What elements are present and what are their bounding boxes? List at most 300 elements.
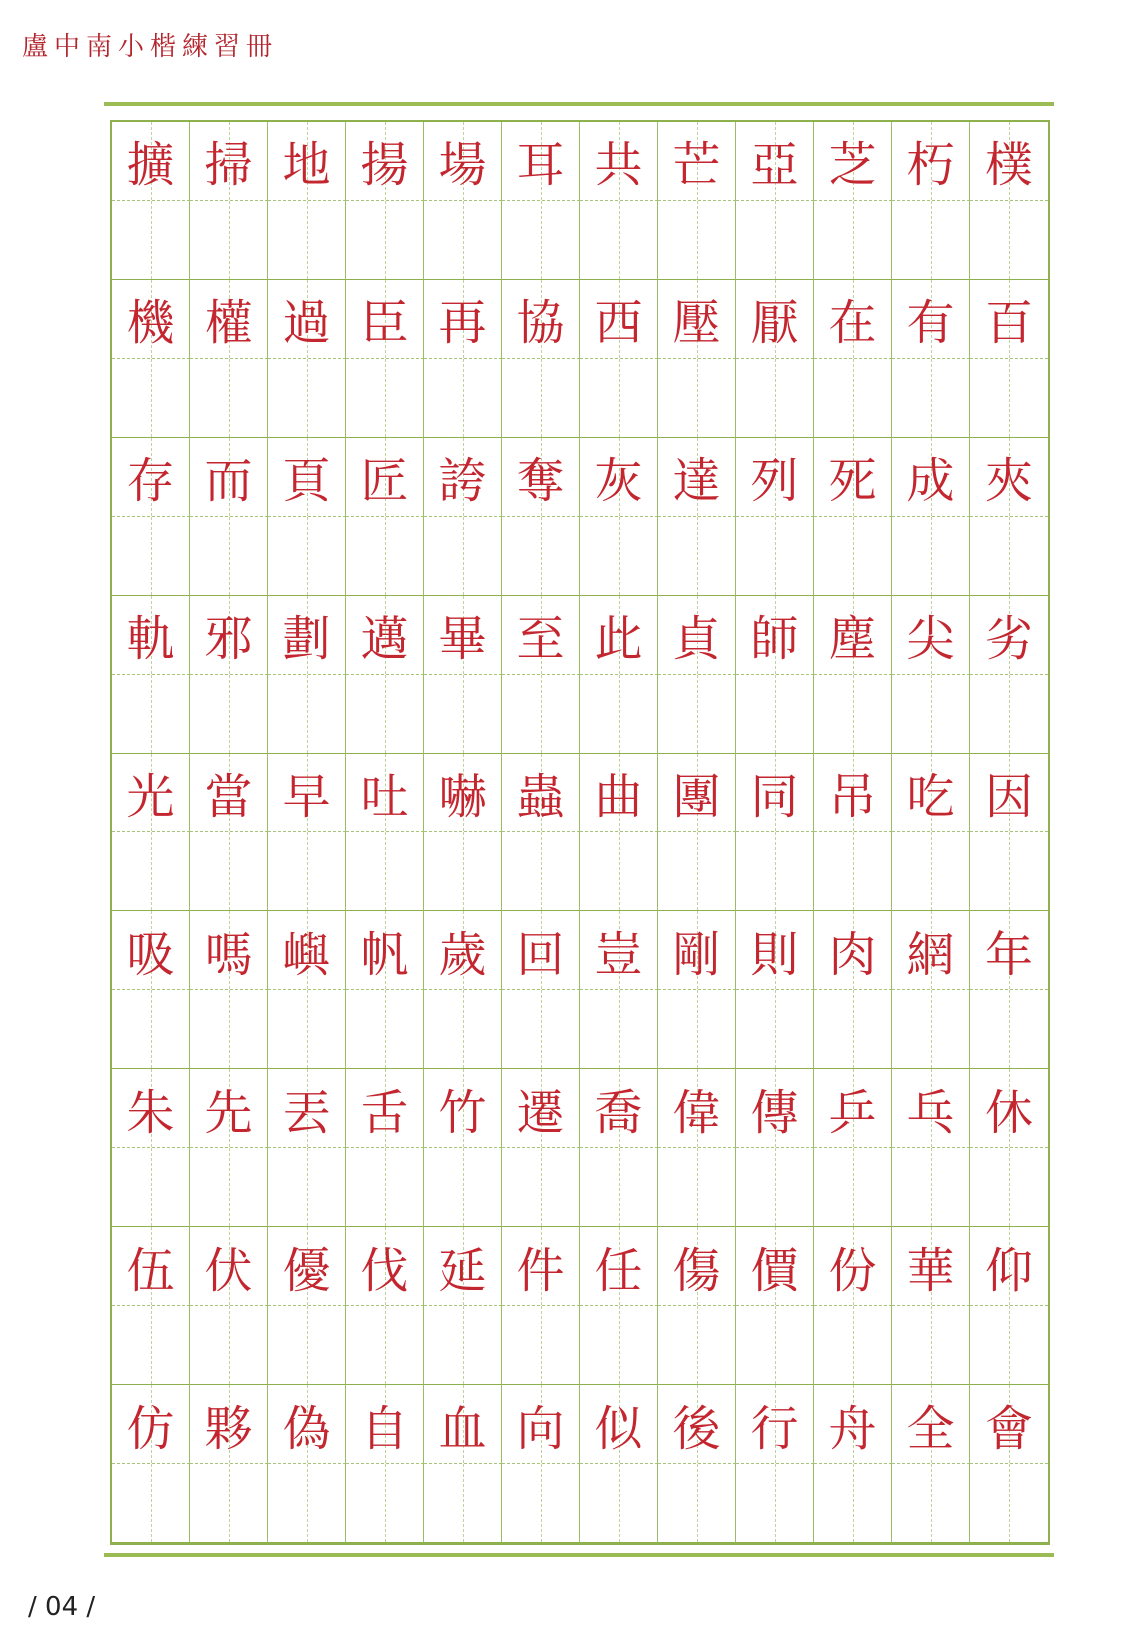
practice-character: 蟲: [516, 769, 565, 826]
character-cell: [580, 596, 658, 675]
blank-practice-cell: [580, 517, 658, 596]
character-cell: [580, 122, 658, 201]
blank-practice-cell: [268, 832, 346, 911]
character-cell: [424, 754, 502, 833]
character-cell: [736, 911, 814, 990]
page-number: / 04 /: [28, 1592, 96, 1622]
practice-character: 朽: [906, 137, 955, 194]
blank-practice-cell: [736, 832, 814, 911]
character-cell: [190, 596, 268, 675]
blank-practice-cell: [970, 517, 1048, 596]
practice-character: 傷: [672, 1242, 721, 1299]
blank-practice-cell: [268, 990, 346, 1069]
blank-practice-cell: [658, 1464, 736, 1543]
character-cell: [970, 280, 1048, 359]
blank-practice-cell: [112, 1464, 190, 1543]
character-cell: [190, 1069, 268, 1148]
blank-practice-cell: [424, 832, 502, 911]
character-cell: [892, 438, 970, 517]
character-cell: [658, 438, 736, 517]
blank-practice-cell: [658, 1148, 736, 1227]
character-cell: [580, 1069, 658, 1148]
blank-practice-cell: [736, 517, 814, 596]
character-cell: [658, 280, 736, 359]
practice-character: 團: [672, 769, 721, 826]
blank-practice-cell: [580, 1306, 658, 1385]
practice-character: 劃: [282, 611, 331, 668]
blank-practice-cell: [814, 832, 892, 911]
blank-practice-cell: [502, 517, 580, 596]
practice-character: 畢: [438, 611, 487, 668]
practice-character: 朱: [126, 1084, 175, 1141]
practice-character: 過: [282, 295, 331, 352]
practice-character: 吸: [126, 926, 175, 983]
character-cell: [112, 1069, 190, 1148]
practice-character: 死: [828, 453, 877, 510]
blank-practice-cell: [502, 1306, 580, 1385]
practice-character: 尖: [906, 611, 955, 668]
blank-practice-cell: [892, 675, 970, 754]
practice-character: 肉: [828, 926, 877, 983]
practice-character: 豈: [594, 926, 643, 983]
blank-practice-cell: [268, 1306, 346, 1385]
character-cell: [658, 596, 736, 675]
blank-practice-cell: [190, 1306, 268, 1385]
bottom-rule: [104, 1553, 1054, 1557]
practice-character: 壓: [672, 295, 721, 352]
blank-practice-cell: [892, 1306, 970, 1385]
practice-character: 成: [906, 453, 955, 510]
practice-character: 延: [438, 1242, 487, 1299]
practice-character: 而: [204, 453, 253, 510]
blank-practice-cell: [892, 990, 970, 1069]
character-cell: [424, 1385, 502, 1464]
practice-character: 竹: [438, 1084, 487, 1141]
character-cell: [502, 438, 580, 517]
blank-practice-cell: [112, 1148, 190, 1227]
blank-practice-cell: [658, 359, 736, 438]
practice-character: 塵: [828, 611, 877, 668]
character-cell: [346, 122, 424, 201]
character-cell: [580, 438, 658, 517]
character-cell: [970, 1069, 1048, 1148]
character-cell: [268, 1227, 346, 1306]
practice-character: 後: [672, 1400, 721, 1457]
practice-character: 傳: [750, 1084, 799, 1141]
blank-practice-cell: [892, 201, 970, 280]
blank-practice-cell: [112, 201, 190, 280]
blank-practice-cell: [736, 1306, 814, 1385]
practice-character: 邪: [204, 611, 253, 668]
practice-character: 掃: [204, 137, 253, 194]
blank-practice-cell: [658, 1306, 736, 1385]
practice-character: 匠: [360, 453, 409, 510]
practice-character: 擴: [126, 137, 175, 194]
practice-character: 列: [750, 453, 799, 510]
blank-practice-cell: [892, 1464, 970, 1543]
blank-practice-cell: [658, 832, 736, 911]
character-cell: [814, 1227, 892, 1306]
blank-practice-cell: [580, 1148, 658, 1227]
practice-character: 血: [438, 1400, 487, 1457]
character-cell: [658, 122, 736, 201]
practice-character: 偽: [282, 1400, 331, 1457]
practice-character: 遷: [516, 1084, 565, 1141]
blank-practice-cell: [580, 201, 658, 280]
practice-character: 行: [750, 1400, 799, 1457]
character-cell: [190, 438, 268, 517]
character-cell: [814, 1069, 892, 1148]
blank-practice-cell: [892, 832, 970, 911]
blank-practice-cell: [736, 1148, 814, 1227]
character-cell: [892, 754, 970, 833]
character-cell: [112, 596, 190, 675]
character-cell: [814, 911, 892, 990]
character-cell: [502, 1227, 580, 1306]
practice-character: 早: [282, 769, 331, 826]
character-cell: [112, 280, 190, 359]
blank-practice-cell: [814, 1148, 892, 1227]
character-cell: [970, 754, 1048, 833]
blank-practice-cell: [190, 1464, 268, 1543]
practice-character: 誇: [438, 453, 487, 510]
character-cell: [658, 1385, 736, 1464]
character-cell: [112, 1385, 190, 1464]
blank-practice-cell: [892, 1148, 970, 1227]
blank-practice-cell: [190, 359, 268, 438]
character-cell: [970, 596, 1048, 675]
blank-practice-cell: [970, 1464, 1048, 1543]
blank-practice-cell: [190, 1148, 268, 1227]
character-cell: [190, 1385, 268, 1464]
blank-practice-cell: [814, 359, 892, 438]
blank-practice-cell: [112, 990, 190, 1069]
character-cell: [424, 1069, 502, 1148]
character-cell: [112, 754, 190, 833]
character-cell: [736, 438, 814, 517]
practice-character: 任: [594, 1242, 643, 1299]
character-cell: [268, 1385, 346, 1464]
character-cell: [736, 122, 814, 201]
practice-character: 似: [594, 1400, 643, 1457]
character-cell: [112, 1227, 190, 1306]
character-cell: [346, 911, 424, 990]
blank-practice-cell: [424, 990, 502, 1069]
practice-character: 偉: [672, 1084, 721, 1141]
practice-character: 當: [204, 769, 253, 826]
practice-character: 優: [282, 1242, 331, 1299]
blank-practice-cell: [502, 201, 580, 280]
character-cell: [268, 911, 346, 990]
character-cell: [268, 1069, 346, 1148]
blank-practice-cell: [814, 1306, 892, 1385]
character-cell: [970, 1385, 1048, 1464]
character-cell: [736, 754, 814, 833]
character-cell: [970, 911, 1048, 990]
character-cell: [814, 1385, 892, 1464]
blank-practice-cell: [346, 1306, 424, 1385]
character-cell: [424, 122, 502, 201]
blank-practice-cell: [346, 359, 424, 438]
blank-practice-cell: [346, 675, 424, 754]
blank-practice-cell: [502, 1148, 580, 1227]
blank-practice-cell: [736, 201, 814, 280]
blank-practice-cell: [190, 990, 268, 1069]
character-cell: [268, 754, 346, 833]
practice-character: 因: [984, 769, 1033, 826]
practice-character: 樸: [984, 137, 1033, 194]
character-cell: [112, 122, 190, 201]
practice-character: 灰: [594, 453, 643, 510]
practice-character: 百: [984, 295, 1033, 352]
practice-character: 耳: [516, 137, 565, 194]
blank-practice-cell: [112, 1306, 190, 1385]
practice-character: 光: [126, 769, 175, 826]
practice-character: 嗎: [204, 926, 253, 983]
character-cell: [502, 280, 580, 359]
character-cell: [736, 596, 814, 675]
practice-character: 臣: [360, 295, 409, 352]
practice-character: 存: [126, 453, 175, 510]
practice-character: 師: [750, 611, 799, 668]
practice-character: 則: [750, 926, 799, 983]
practice-character: 件: [516, 1242, 565, 1299]
practice-character: 芒: [672, 137, 721, 194]
blank-practice-cell: [892, 359, 970, 438]
blank-practice-cell: [268, 1148, 346, 1227]
character-cell: [892, 122, 970, 201]
practice-character: 再: [438, 295, 487, 352]
blank-practice-cell: [112, 359, 190, 438]
character-cell: [346, 754, 424, 833]
practice-character: 年: [984, 926, 1033, 983]
character-cell: [268, 438, 346, 517]
character-cell: [346, 438, 424, 517]
practice-character: 仿: [126, 1400, 175, 1457]
character-cell: [970, 122, 1048, 201]
blank-practice-cell: [502, 990, 580, 1069]
character-cell: [190, 122, 268, 201]
character-cell: [424, 280, 502, 359]
blank-practice-cell: [736, 675, 814, 754]
practice-character: 華: [906, 1242, 955, 1299]
practice-character: 丟: [282, 1084, 331, 1141]
character-cell: [268, 596, 346, 675]
practice-character: 地: [282, 137, 331, 194]
practice-character: 舟: [828, 1400, 877, 1457]
practice-character: 會: [984, 1400, 1033, 1457]
practice-character: 芝: [828, 137, 877, 194]
practice-character: 邁: [360, 611, 409, 668]
practice-character: 回: [516, 926, 565, 983]
character-cell: [736, 1227, 814, 1306]
practice-character: 軌: [126, 611, 175, 668]
blank-practice-cell: [346, 832, 424, 911]
blank-practice-cell: [268, 517, 346, 596]
character-cell: [190, 754, 268, 833]
blank-practice-cell: [736, 1464, 814, 1543]
blank-practice-cell: [502, 832, 580, 911]
blank-practice-cell: [190, 675, 268, 754]
top-rule: [104, 102, 1054, 106]
practice-character: 乓: [906, 1084, 955, 1141]
blank-practice-cell: [658, 517, 736, 596]
blank-practice-cell: [970, 1148, 1048, 1227]
practice-character: 夥: [204, 1400, 253, 1457]
character-cell: [346, 596, 424, 675]
practice-character: 此: [594, 611, 643, 668]
blank-practice-cell: [658, 675, 736, 754]
practice-character: 伏: [204, 1242, 253, 1299]
blank-practice-cell: [112, 517, 190, 596]
character-cell: [190, 280, 268, 359]
character-cell: [190, 911, 268, 990]
practice-character: 貞: [672, 611, 721, 668]
character-cell: [190, 1227, 268, 1306]
practice-character: 達: [672, 453, 721, 510]
blank-practice-cell: [190, 517, 268, 596]
practice-character: 帆: [360, 926, 409, 983]
blank-practice-cell: [892, 517, 970, 596]
blank-practice-cell: [424, 201, 502, 280]
blank-practice-cell: [424, 1306, 502, 1385]
practice-character: 歲: [438, 926, 487, 983]
character-cell: [502, 1385, 580, 1464]
character-cell: [892, 596, 970, 675]
character-cell: [346, 1069, 424, 1148]
character-cell: [502, 596, 580, 675]
blank-practice-cell: [814, 517, 892, 596]
blank-practice-cell: [658, 201, 736, 280]
practice-character: 西: [594, 295, 643, 352]
practice-character: 同: [750, 769, 799, 826]
character-cell: [892, 1227, 970, 1306]
practice-character: 頁: [282, 453, 331, 510]
character-cell: [658, 1227, 736, 1306]
practice-character: 舌: [360, 1084, 409, 1141]
blank-practice-cell: [424, 675, 502, 754]
practice-character: 厭: [750, 295, 799, 352]
character-cell: [892, 280, 970, 359]
blank-practice-cell: [658, 990, 736, 1069]
character-cell: [814, 754, 892, 833]
character-cell: [580, 1385, 658, 1464]
blank-practice-cell: [112, 675, 190, 754]
practice-character: 曲: [594, 769, 643, 826]
blank-practice-cell: [190, 201, 268, 280]
character-cell: [112, 911, 190, 990]
character-cell: [424, 1227, 502, 1306]
practice-character: 嚇: [438, 769, 487, 826]
character-cell: [580, 911, 658, 990]
character-cell: [658, 1069, 736, 1148]
blank-practice-cell: [970, 201, 1048, 280]
practice-character: 伍: [126, 1242, 175, 1299]
blank-practice-cell: [814, 1464, 892, 1543]
page-header-title: 盧中南小楷練習冊: [22, 32, 279, 62]
blank-practice-cell: [580, 832, 658, 911]
practice-character: 吃: [906, 769, 955, 826]
blank-practice-cell: [346, 517, 424, 596]
blank-practice-cell: [970, 359, 1048, 438]
practice-character: 伐: [360, 1242, 409, 1299]
character-cell: [658, 754, 736, 833]
blank-practice-cell: [814, 201, 892, 280]
practice-character: 夾: [984, 453, 1033, 510]
practice-character: 剛: [672, 926, 721, 983]
practice-character: 網: [906, 926, 955, 983]
blank-practice-cell: [424, 1464, 502, 1543]
blank-practice-cell: [736, 990, 814, 1069]
character-cell: [814, 122, 892, 201]
blank-practice-cell: [970, 1306, 1048, 1385]
blank-practice-cell: [268, 1464, 346, 1543]
practice-character: 揚: [360, 137, 409, 194]
character-cell: [346, 1385, 424, 1464]
character-cell: [970, 438, 1048, 517]
practice-character: 仰: [984, 1242, 1033, 1299]
practice-grid: [110, 120, 1050, 1545]
character-cell: [892, 1385, 970, 1464]
character-cell: [580, 280, 658, 359]
practice-character: 嶼: [282, 926, 331, 983]
blank-practice-cell: [346, 1148, 424, 1227]
blank-practice-cell: [268, 359, 346, 438]
practice-character: 份: [828, 1242, 877, 1299]
character-cell: [502, 754, 580, 833]
character-cell: [424, 911, 502, 990]
character-cell: [736, 1069, 814, 1148]
practice-character: 機: [126, 295, 175, 352]
character-cell: [814, 438, 892, 517]
blank-practice-cell: [580, 675, 658, 754]
character-cell: [736, 1385, 814, 1464]
blank-practice-cell: [424, 359, 502, 438]
blank-practice-cell: [502, 675, 580, 754]
character-cell: [424, 596, 502, 675]
blank-practice-cell: [814, 990, 892, 1069]
practice-character: 乒: [828, 1084, 877, 1141]
blank-practice-cell: [112, 832, 190, 911]
character-cell: [814, 280, 892, 359]
character-cell: [892, 1069, 970, 1148]
character-cell: [658, 911, 736, 990]
blank-practice-cell: [190, 832, 268, 911]
blank-practice-cell: [502, 1464, 580, 1543]
character-cell: [814, 596, 892, 675]
practice-character: 劣: [984, 611, 1033, 668]
blank-practice-cell: [268, 201, 346, 280]
character-cell: [424, 438, 502, 517]
blank-practice-cell: [970, 990, 1048, 1069]
practice-character: 價: [750, 1242, 799, 1299]
blank-practice-cell: [736, 359, 814, 438]
character-cell: [502, 911, 580, 990]
practice-character: 喬: [594, 1084, 643, 1141]
practice-character: 有: [906, 295, 955, 352]
blank-practice-cell: [424, 517, 502, 596]
practice-character: 全: [906, 1400, 955, 1457]
practice-character: 共: [594, 137, 643, 194]
character-cell: [112, 438, 190, 517]
practice-character: 協: [516, 295, 565, 352]
blank-practice-cell: [580, 359, 658, 438]
practice-character: 奪: [516, 453, 565, 510]
practice-character: 亞: [750, 137, 799, 194]
character-cell: [970, 1227, 1048, 1306]
practice-character: 休: [984, 1084, 1033, 1141]
blank-practice-cell: [970, 832, 1048, 911]
